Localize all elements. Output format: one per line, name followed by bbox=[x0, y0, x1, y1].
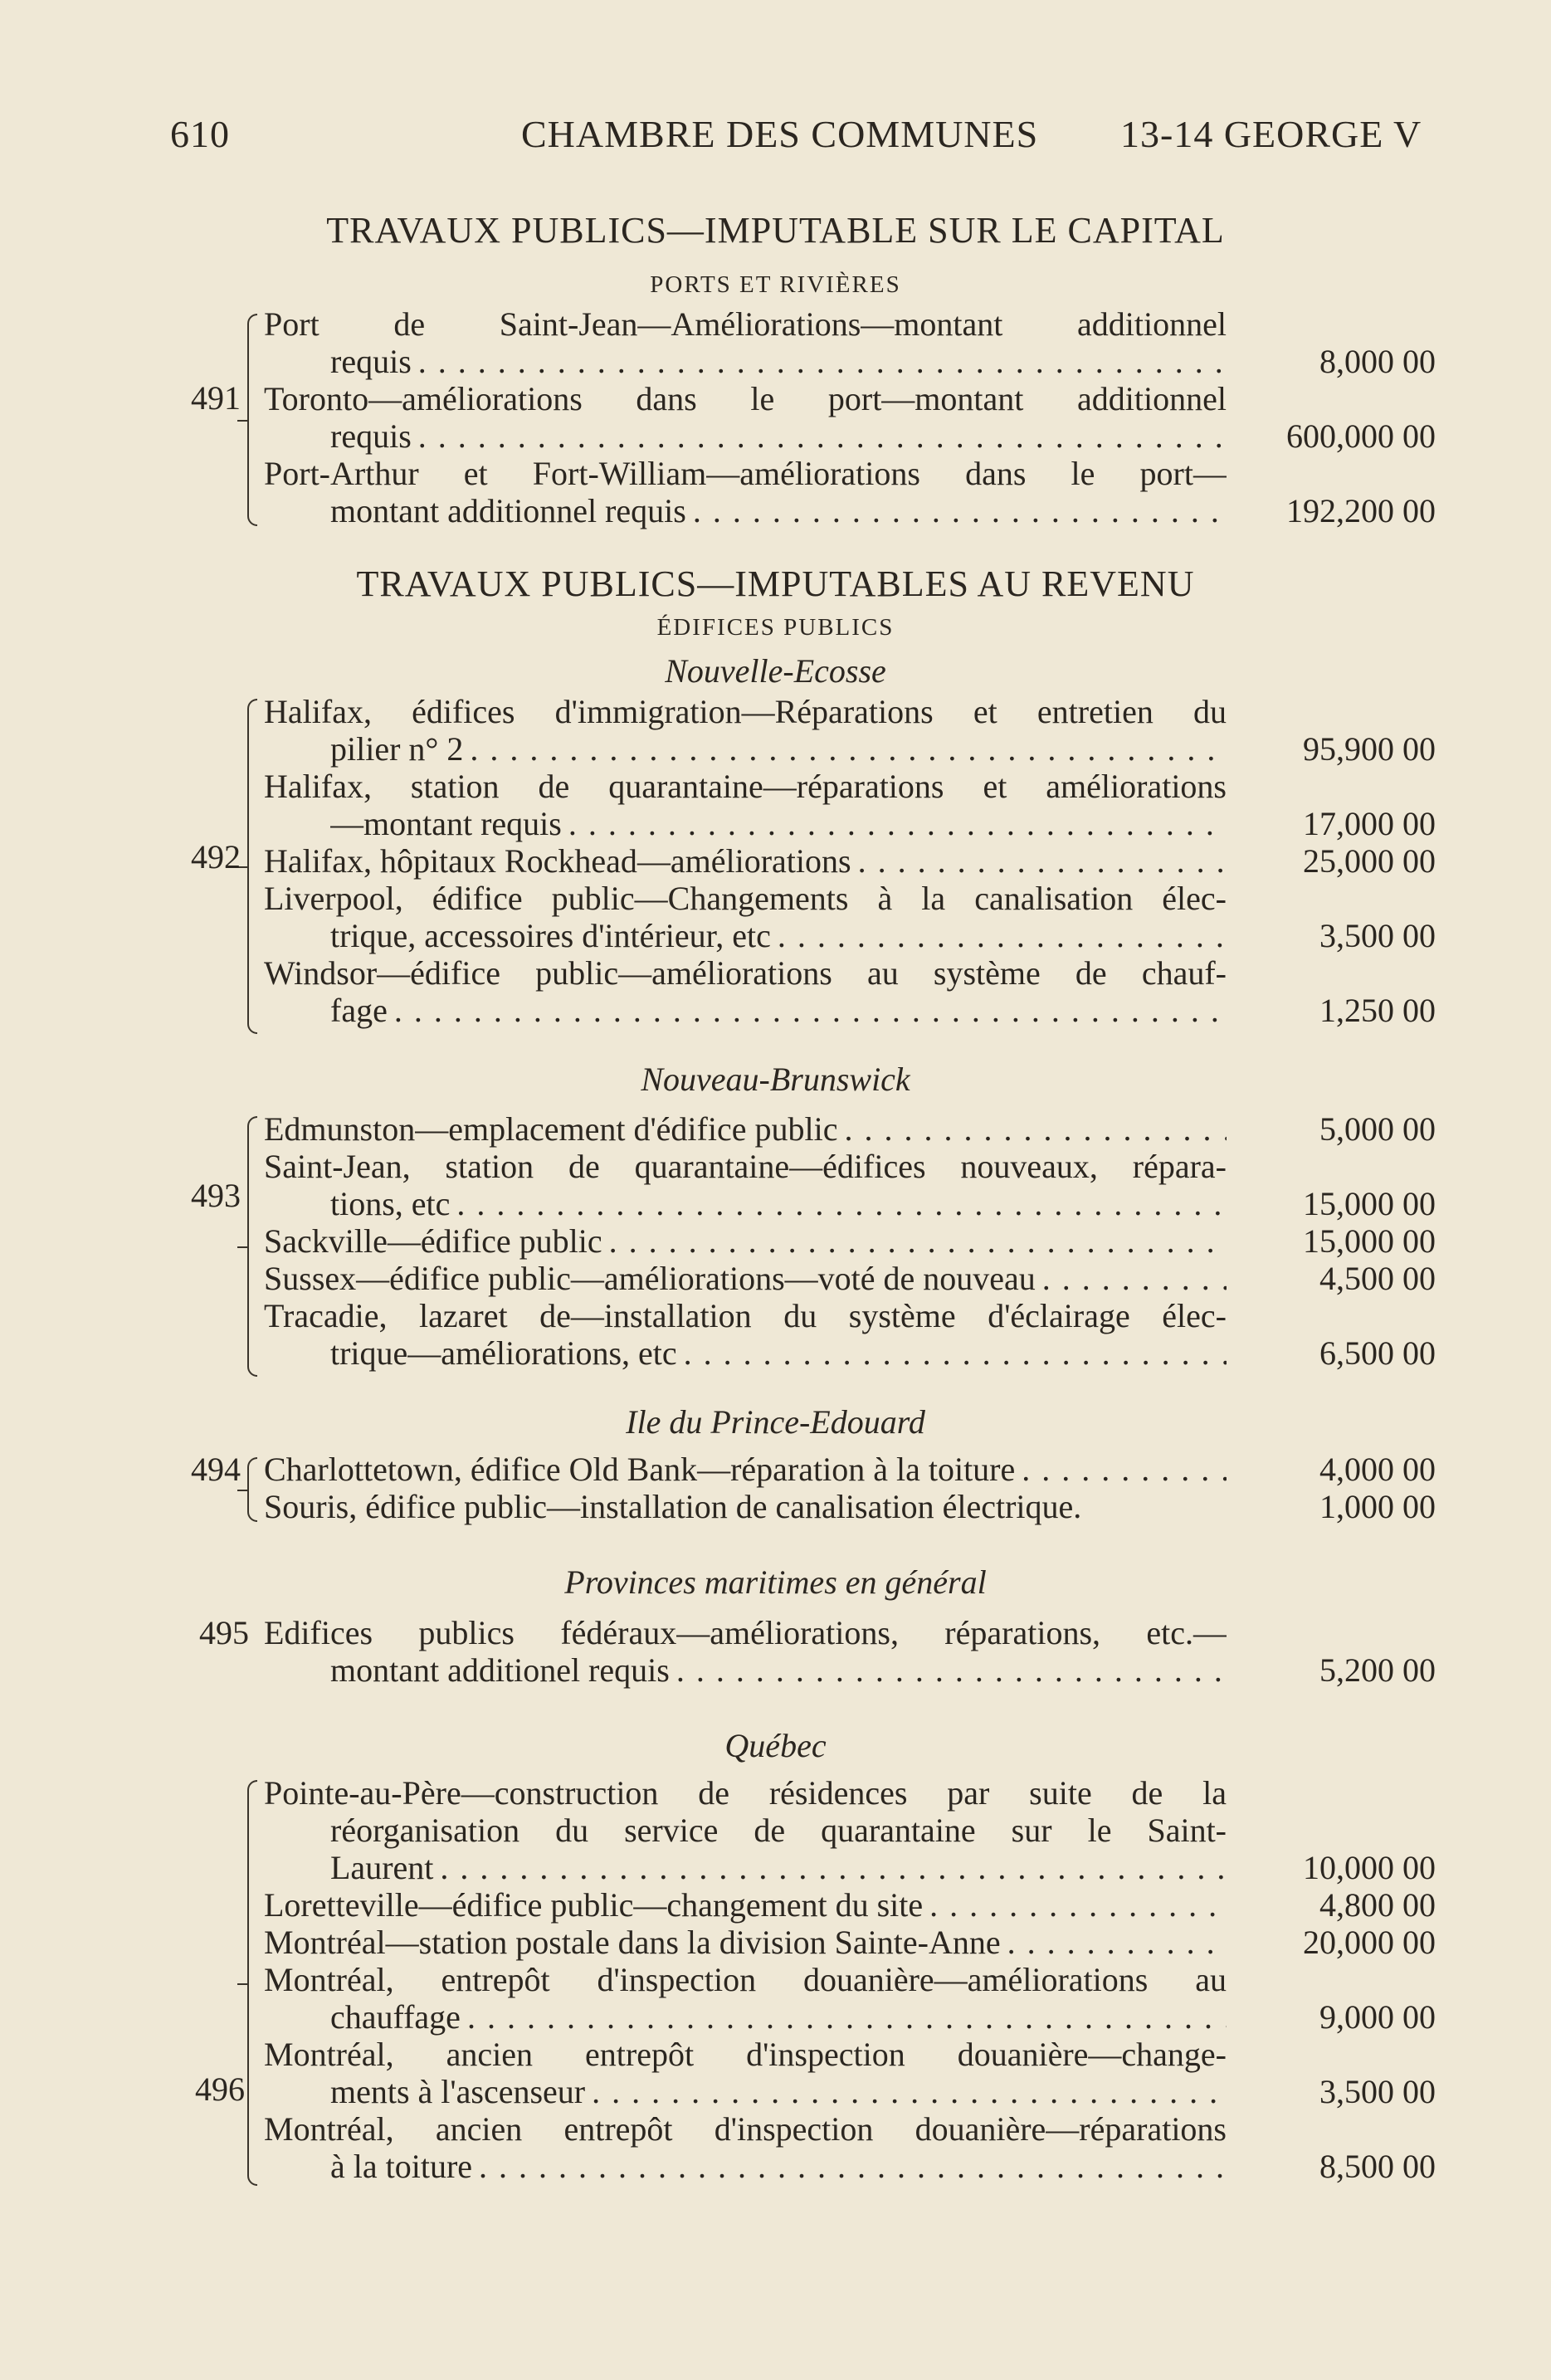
item-number-492: 492 bbox=[191, 838, 241, 875]
entry-amount: 6,500 00 bbox=[1319, 1334, 1436, 1372]
entry-line: réorganisation du service de quarantaine sur le Saint- bbox=[330, 1812, 1227, 1849]
entry-line: ments à l'ascenseur . . . bbox=[330, 2073, 1227, 2111]
entry-line: Souris, édifice public—installation de canalisation électrique. bbox=[264, 1488, 1082, 1525]
province-heading-quebec: Québec bbox=[724, 1727, 827, 1764]
entry-amount: 8,000 00 bbox=[1319, 343, 1436, 380]
entry-line: requis . . . bbox=[330, 343, 1227, 381]
entry-amount: 4,800 00 bbox=[1319, 1886, 1436, 1924]
province-heading-nouvelle-ecosse: Nouvelle-Ecosse bbox=[665, 652, 886, 690]
entry-line: Laurent . . . bbox=[330, 1849, 1227, 1887]
entry-amount: 3,500 00 bbox=[1319, 917, 1436, 954]
section-title-capital: TRAVAUX PUBLICS—IMPUTABLE SUR LE CAPITAL bbox=[326, 210, 1225, 251]
item-number-491: 491 bbox=[191, 379, 241, 417]
entry-amount: 4,000 00 bbox=[1319, 1451, 1436, 1488]
entry-line: Tracadie, lazaret de—installation du système d'éclairage élec- bbox=[264, 1297, 1227, 1334]
entry-line: Halifax, hôpitaux Rockhead—améliorations . . . bbox=[264, 842, 1227, 880]
section-title-revenu: TRAVAUX PUBLICS—IMPUTABLES AU REVENU bbox=[356, 563, 1195, 604]
entry-line: Edifices publics fédéraux—améliorations, réparations, etc.— bbox=[264, 1614, 1227, 1651]
entry-line: Montréal, ancien entrepôt d'inspection douanière—réparations bbox=[264, 2110, 1227, 2148]
entry-line: trique—améliorations, etc . . . bbox=[330, 1334, 1227, 1373]
entry-amount: 25,000 00 bbox=[1303, 842, 1436, 880]
entry-amount: 17,000 00 bbox=[1303, 805, 1436, 842]
entry-amount: 15,000 00 bbox=[1303, 1185, 1436, 1222]
entry-line: Sussex—édifice public—améliorations—voté de nouveau . . . bbox=[264, 1260, 1227, 1298]
entry-amount: 20,000 00 bbox=[1303, 1924, 1436, 1961]
page-number: 610 bbox=[170, 113, 230, 155]
entry-line: Montréal, entrepôt d'inspection douanière—améliorations au bbox=[264, 1961, 1227, 1998]
province-heading-ipe: Ile du Prince-Edouard bbox=[626, 1403, 925, 1441]
running-header-reign: 13-14 GEORGE V bbox=[1120, 113, 1422, 155]
entry-line: montant additionnel requis . . . bbox=[330, 492, 1227, 530]
brace-491 bbox=[247, 314, 257, 526]
entry-line: Pointe-au-Père—construction de résidences par suite de la bbox=[264, 1774, 1227, 1812]
entry-amount: 3,500 00 bbox=[1319, 2073, 1436, 2110]
entry-amount: 1,000 00 bbox=[1319, 1488, 1436, 1525]
entry-line: fage . . . bbox=[330, 992, 1227, 1030]
entry-amount: 5,200 00 bbox=[1319, 1651, 1436, 1689]
entry-line: chauffage . . . bbox=[330, 1998, 1227, 2036]
entry-line: Port-Arthur et Fort-William—améliorations dans le port— bbox=[264, 455, 1227, 492]
entry-line: tions, etc . . . bbox=[330, 1185, 1227, 1223]
entry-line: Halifax, station de quarantaine—réparations et améliorations bbox=[264, 768, 1227, 805]
entry-line: Sackville—édifice public . . . bbox=[264, 1222, 1227, 1261]
brace-493 bbox=[247, 1116, 257, 1377]
subsection-edifices-publics: ÉDIFICES PUBLICS bbox=[656, 614, 895, 641]
entry-amount: 8,500 00 bbox=[1319, 2148, 1436, 2185]
entry-amount: 5,000 00 bbox=[1319, 1110, 1436, 1148]
entry-line: Windsor—édifice public—améliorations au système de chauf- bbox=[264, 954, 1227, 992]
entry-line: Toronto—améliorations dans le port—montant additionnel bbox=[264, 380, 1227, 417]
subsection-ports-rivieres: PORTS ET RIVIÈRES bbox=[650, 271, 901, 298]
entry-amount: 192,200 00 bbox=[1286, 492, 1436, 529]
entry-line: Charlottetown, édifice Old Bank—réparation à la toiture . . . bbox=[264, 1451, 1227, 1489]
entry-line: Montréal, ancien entrepôt d'inspection douanière—change- bbox=[264, 2036, 1227, 2073]
item-number-493: 493 bbox=[191, 1177, 241, 1214]
entry-line: pilier n° 2 . . . bbox=[330, 730, 1227, 768]
entry-amount: 1,250 00 bbox=[1319, 992, 1436, 1029]
entry-line: Loretteville—édifice public—changement du site . . . bbox=[264, 1886, 1227, 1924]
entry-line: Saint-Jean, station de quarantaine—édifices nouveaux, répara- bbox=[264, 1148, 1227, 1185]
province-heading-nouveau-brunswick: Nouveau-Brunswick bbox=[641, 1061, 910, 1098]
entry-line: Port de Saint-Jean—Améliorations—montant additionnel bbox=[264, 305, 1227, 343]
entry-amount: 4,500 00 bbox=[1319, 1260, 1436, 1297]
brace-492 bbox=[247, 699, 257, 1034]
entry-line: requis . . . bbox=[330, 417, 1227, 456]
entry-line: Montréal—station postale dans la division Sainte-Anne . . . bbox=[264, 1924, 1227, 1962]
entry-line: à la toiture . . . bbox=[330, 2148, 1227, 2186]
running-header-title: CHAMBRE DES COMMUNES bbox=[521, 113, 1039, 155]
item-number-495: 495 bbox=[199, 1614, 249, 1651]
brace-494 bbox=[247, 1457, 257, 1522]
entry-amount: 15,000 00 bbox=[1303, 1222, 1436, 1260]
entry-amount: 9,000 00 bbox=[1319, 1998, 1436, 2036]
entry-line: Edmunston—emplacement d'édifice public . . . bbox=[264, 1110, 1227, 1149]
item-number-496: 496 bbox=[195, 2070, 245, 2108]
item-number-494: 494 bbox=[191, 1451, 241, 1488]
entry-line: —montant requis . . . bbox=[330, 805, 1227, 843]
entry-amount: 600,000 00 bbox=[1286, 417, 1436, 455]
entry-line: montant additionel requis . . . bbox=[330, 1651, 1227, 1690]
entry-line: Halifax, édifices d'immigration—Réparations et entretien du bbox=[264, 693, 1227, 730]
province-heading-maritimes: Provinces maritimes en général bbox=[564, 1563, 987, 1601]
entry-line: trique, accessoires d'intérieur, etc . . . bbox=[330, 917, 1227, 955]
entry-amount: 95,900 00 bbox=[1303, 730, 1436, 768]
brace-496 bbox=[247, 1780, 257, 2186]
entry-line: Liverpool, édifice public—Changements à la canalisation élec- bbox=[264, 880, 1227, 917]
entry-amount: 10,000 00 bbox=[1303, 1849, 1436, 1886]
